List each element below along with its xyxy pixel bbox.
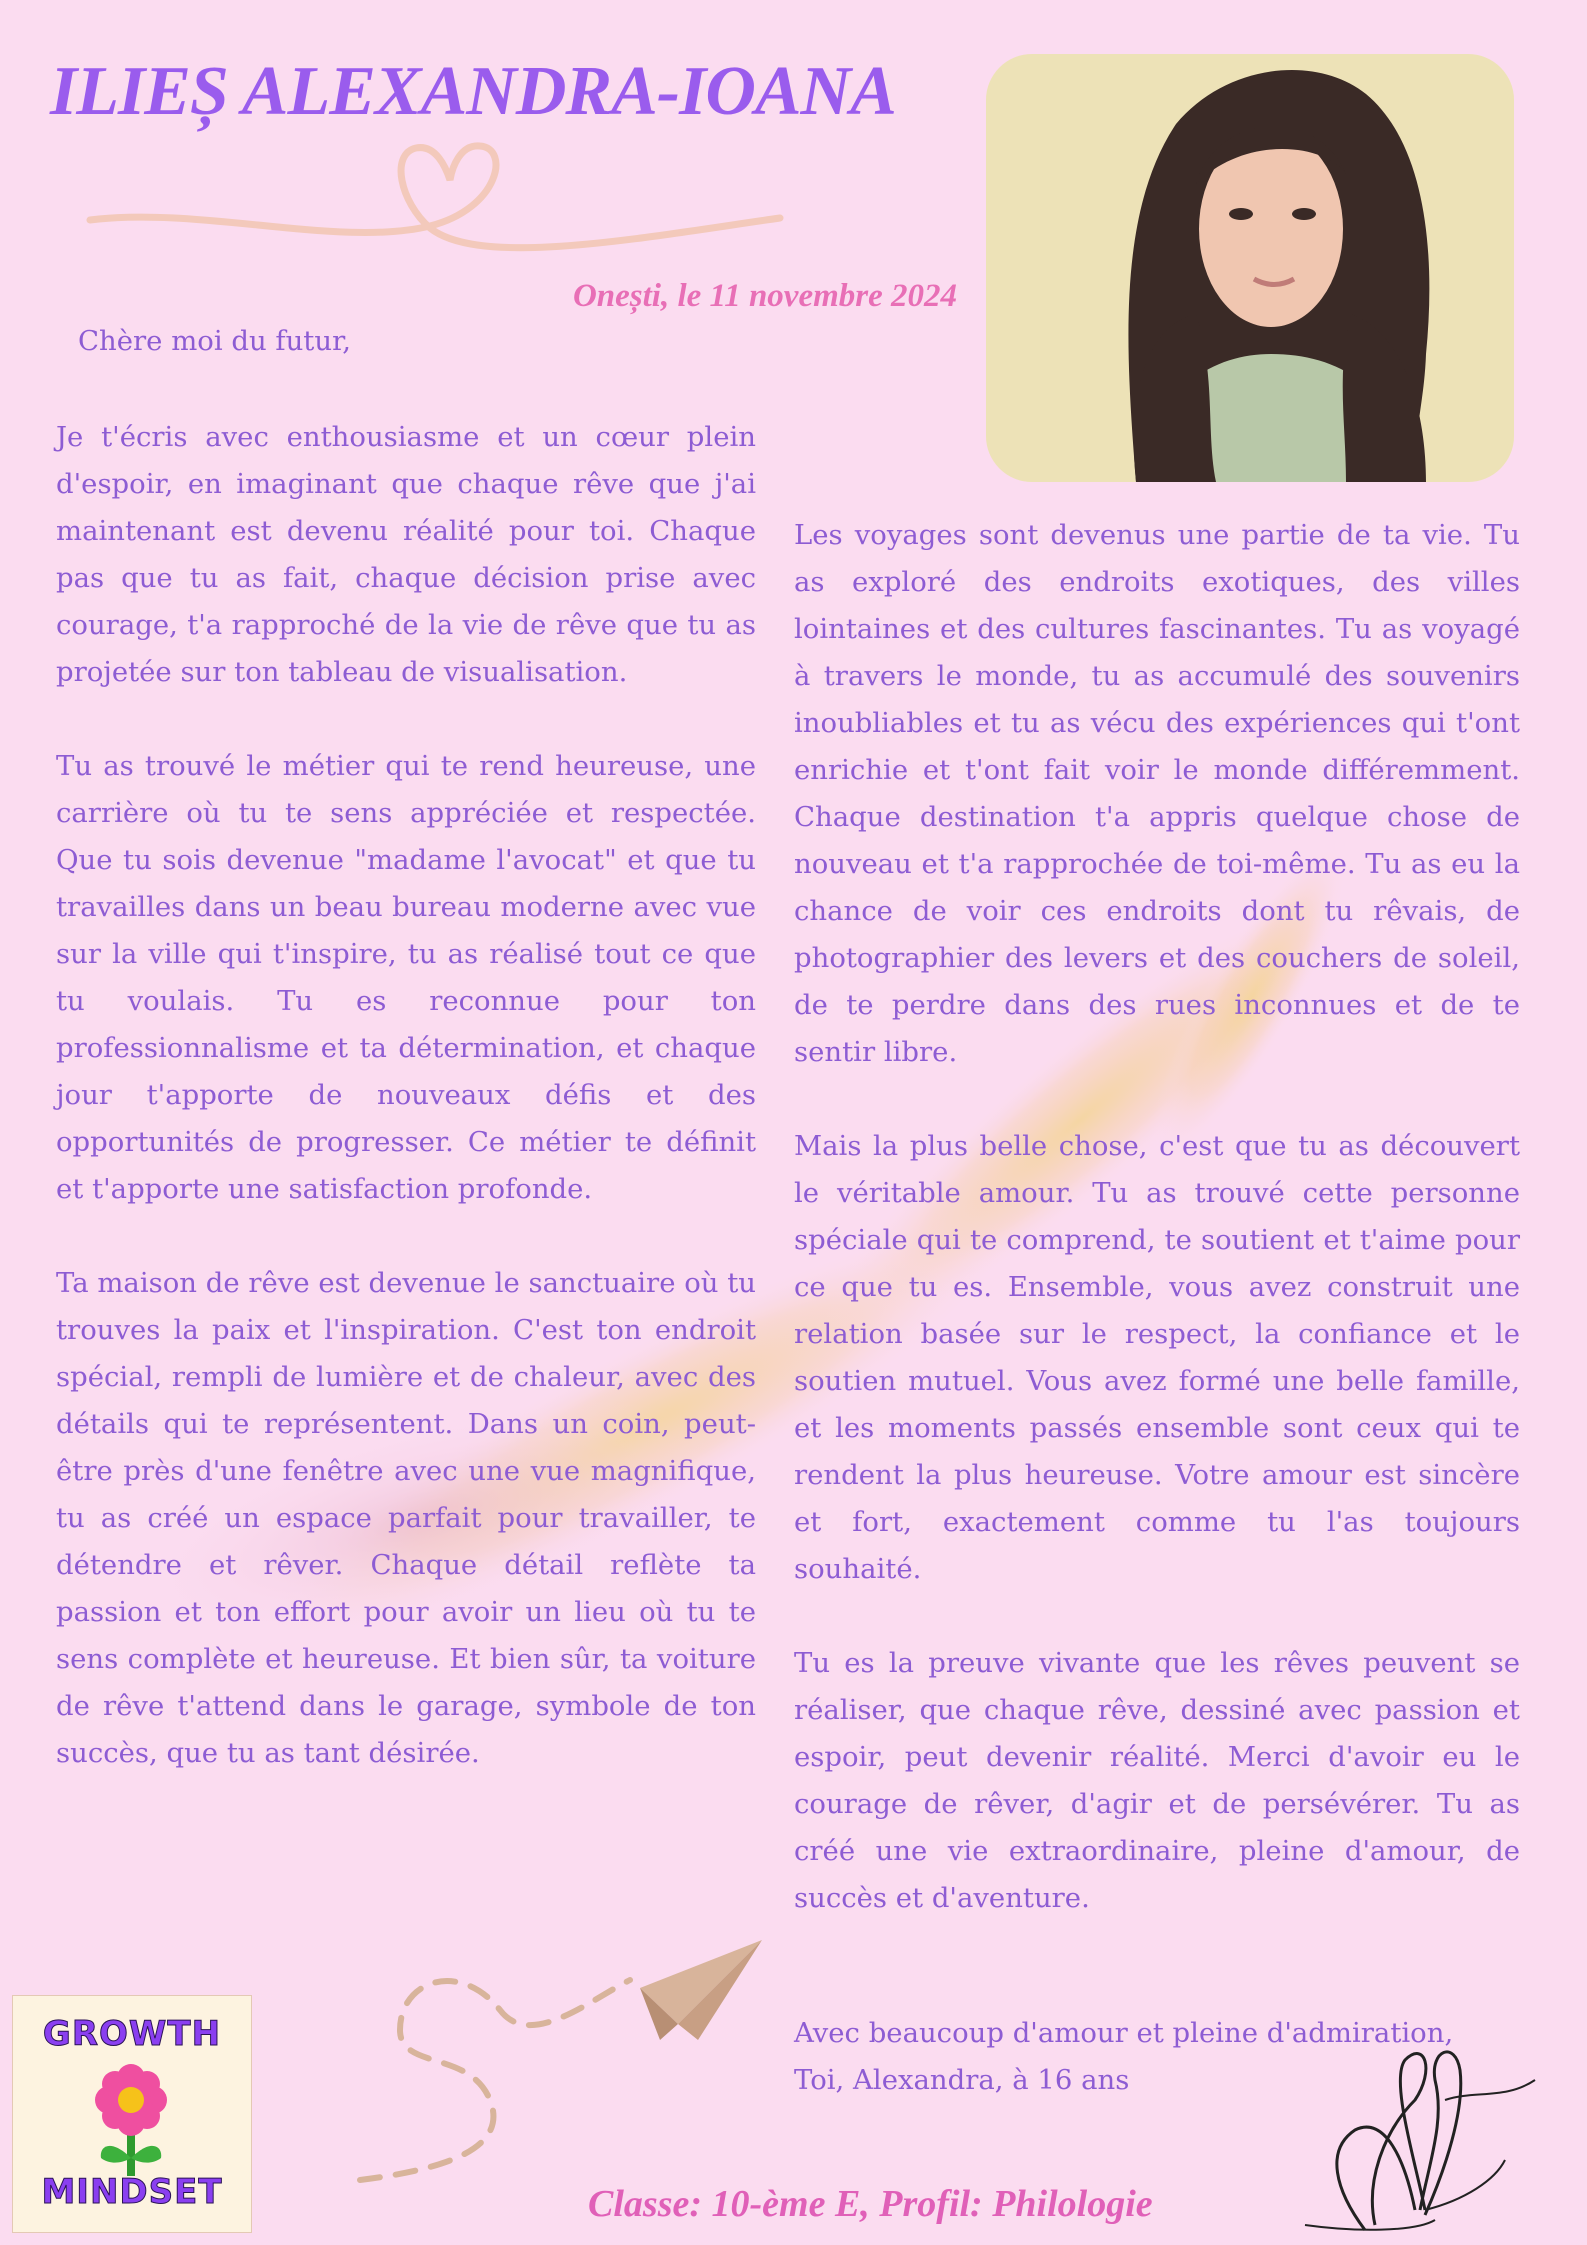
signature: Toi, Alexandra, à 16 ans	[794, 2064, 1130, 2096]
paragraph-vision-board: Je t'écris avec enthousiasme et un cœur plein d'espoir, en imaginant que chaque rêve que j'ai maintenant est devenu réalité pour toi. Chaque pas que tu as fait, chaque décision prise avec courage, t'a rapproché de la vie de rêve que tu as projetée sur ton tableau de visualisation.	[56, 421, 756, 688]
paragraph-travels: Les voyages sont devenus une partie de ta vie. Tu as exploré des endroits exotiques, des villes lointaines et des cultures fascinantes. Tu as voyagé à travers le monde, tu as accumulé des souvenirs inoubliables et tu as vécu des expériences qui t'ont enrichie et t'ont fait voir le monde différemment. Chaque destination t'a appris quelque chose de nouveau et t'a rapprochée de toi-même. Tu as eu la chance de voir ces endroits dont tu rêvais, de photographier des levers et des couchers de soleil, de te perdre dans des rues inconnues et de te sentir libre.	[794, 519, 1520, 1068]
place-and-date: Onești, le 11 novembre 2024	[572, 278, 957, 314]
paragraph-career: Tu as trouvé le métier qui te rend heureuse, une carrière où tu te sens appréciée et respectée. Que tu sois devenue "madame l'avocat" et que tu travailles dans un beau bureau moderne avec vue sur la ville qui t'inspire, tu as réalisé tout ce que tu voulais. Tu es reconnue pour ton professionnalisme et ta détermination, et chaque jour t'apporte de nouveaux défis et des opportunités de progresser. Ce métier te définit et t'apporte une satisfaction profonde.	[56, 750, 756, 1205]
closing-line: Avec beaucoup d'amour et pleine d'admiration,	[794, 2017, 1454, 2049]
flower-icon	[81, 2058, 181, 2182]
butterfly-icon	[1295, 2010, 1555, 2240]
badge-text-bottom: MINDSET	[41, 2172, 223, 2212]
letter-salutation: Chère moi du futur,	[78, 325, 351, 357]
paper-plane-icon	[300, 1940, 820, 2200]
paragraph-love: Mais la plus belle chose, c'est que tu as découvert le véritable amour. Tu as trouvé cette personne spéciale qui te comprend, te soutient et t'aime pour ce que tu es. Ensemble, vous avez construit une relation basée sur le respect, la confiance et le soutien mutuel. Vous avez formé une belle famille, et les moments passés ensemble sont ceux qui te rendent la plus heureuse. Votre amour est sincère et fort, exactement comme tu l'as toujours souhaité.	[794, 1130, 1520, 1585]
letter-right-column	[794, 512, 1520, 1922]
letter-left-column	[56, 414, 756, 1777]
paragraph-dreams-come-true: Tu es la preuve vivante que les rêves peuvent se réaliser, que chaque rêve, dessiné avec passion et espoir, peut devenir réalité. Merci d'avoir eu le courage de rêver, d'agir et de persévérer. Tu as créé une vie extraordinaire, pleine d'amour, de succès et d'aventure.	[794, 1647, 1520, 1914]
class-profile-footer: Classe: 10-ème E, Profil: Philologie	[588, 2183, 1153, 2225]
portrait-photo	[986, 54, 1514, 482]
growth-mindset-badge	[12, 1995, 252, 2233]
paragraph-dream-house: Ta maison de rêve est devenue le sanctuaire où tu trouves la paix et l'inspiration. C'est ton endroit spécial, rempli de lumière et de chaleur, avec des détails qui te représentent. Dans un coin, peut-être près d'une fenêtre avec une vue magnifique, tu as créé un espace parfait pour travailler, te détendre et rêver. Chaque détail reflète ta passion et ton effort pour avoir un lieu où tu te sens complète et heureuse. Et bien sûr, ta voiture de rêve t'attend dans le garage, symbole de ton succès, que tu as tant désirée.	[56, 1267, 756, 1769]
heart-line-icon	[80, 128, 800, 268]
badge-text-top: GROWTH	[42, 2014, 222, 2054]
student-name-title: ILIEȘ ALEXANDRA-IOANA	[50, 53, 896, 130]
